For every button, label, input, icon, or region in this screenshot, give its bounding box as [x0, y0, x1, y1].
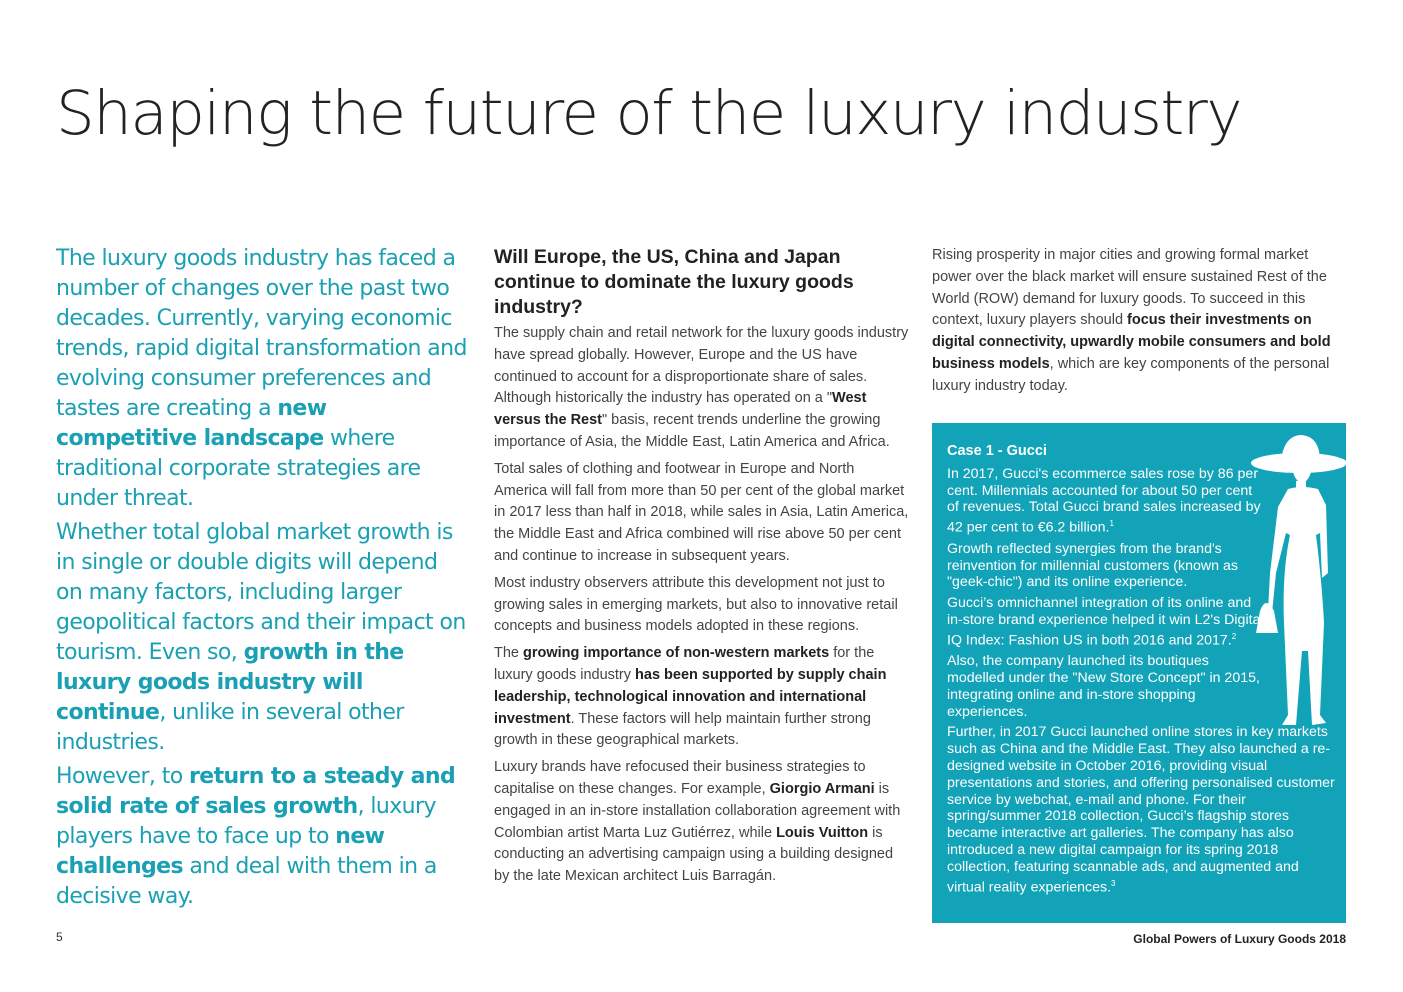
footnote-marker: 3	[1111, 878, 1116, 888]
footnote-marker: 2	[1231, 631, 1237, 641]
intro-paragraph-1: The luxury goods industry has faced a number of changes over the past two decades. Currently, varying economic trends, rapid digital transformation and evolving consumer preferences and tastes are creating a new competitive landscape where traditional corporate strategies are under threat.	[56, 246, 467, 511]
case-study-text	[947, 443, 1337, 900]
publication-title: Global Powers of Luxury Goods 2018	[1133, 932, 1346, 946]
right-paragraph: Rising prosperity in major cities and growing formal market power over the black market will ensure sustained Rest of the World (ROW) demand for luxury goods. To succeed in this context, luxury players should focus their investments on digital connectivity, upwardly mobile consumers and bold business models, which are key components of the personal luxury industry today.	[932, 247, 1331, 394]
page-title: Shaping the future of the luxury industry	[56, 78, 1241, 149]
section-heading: Will Europe, the US, China and Japan continue to dominate the luxury goods industry?	[494, 246, 854, 318]
right-column	[932, 245, 1346, 398]
body-paragraph-2: Total sales of clothing and footwear in Europe and North America will fall from more than 50 per cent of the global market in 2017 less than half in 2018, while sales in Asia, Latin America, the Middle East and Africa combined will rise above 50 per cent and continue to increase in subsequent years.	[494, 460, 909, 564]
case-paragraph-3: Gucci’s omnichannel integration of its online and in-store brand experience helped it win L2's Digital IQ Index: Fashion US in both 2016 and 2017.$^2$	[947, 595, 1264, 649]
body-paragraph-3: Most industry observers attribute this development not just to growing sales in emerging markets, but also to innovative retail concepts and business models adopted in these regions.	[494, 574, 898, 635]
case-paragraph-4: Also, the company launched its boutiques modelled under the "New Store Concept" in 2015, integrating online and in-store shopping experiences.	[947, 653, 1260, 720]
intro-highlight: return to a steady and solid rate of sales growth	[56, 764, 456, 819]
case-paragraph-1: In 2017, Gucci's ecommerce sales rose by 86 per cent. Millennials accounted for about 50 per cent of revenues. Total Gucci brand sales increased by 42 per cent to €6.2 billion.$^1$	[947, 465, 1261, 536]
intro-highlight: new competitive landscape	[56, 396, 327, 451]
body-paragraph-1: The supply chain and retail network for the luxury goods industry have spread globally. However, Europe and the US have continued to account for a disproportionate share of sales. Although historically the industry has operated on a "West versus the Rest" basis, recent trends underline the growing importance of Asia, the Middle East, Latin America and Africa.	[494, 325, 909, 450]
case-paragraph-2: Growth reflected synergies from the brand's reinvention for millennial customers (known as "geek-chic") and its online experience.	[947, 540, 1238, 591]
intro-paragraph-2: Whether total global market growth is in single or double digits will depend on many factors, including larger geopolitical factors and their impact on tourism. Even so, growth in the luxury goods industry will continue, unlike in several other industries.	[56, 520, 466, 755]
body-paragraph-5: Luxury brands have refocused their business strategies to capitalise on these changes. For example, Giorgio Armani is engaged in an in-store installation collaboration agreement with Colombian artist Marta Luz Gutiérrez, while Louis Vuitton is conducting an advertising campaign using a building designed by the late Mexican architect Luis Barragán.	[494, 759, 901, 885]
body-paragraph-4: The growing importance of non-western markets for the luxury goods industry has been supported by supply chain leadership, technological innovation and international investment. These factors will help maintain further strong growth in these geographical markets.	[494, 645, 887, 749]
footnote-marker: 1	[1109, 519, 1114, 529]
case-study-box	[932, 423, 1346, 923]
intro-paragraph-3: However, to return to a steady and solid rate of sales growth, luxury players have to face up to new challenges and deal with them in a decisive way.	[56, 764, 456, 909]
case-study-title: Case 1 - Gucci	[947, 443, 1047, 459]
page-number: 5	[56, 930, 63, 944]
intro-highlight: growth in the luxury goods industry will continue	[56, 640, 404, 725]
intro-column	[56, 244, 468, 916]
case-paragraph-5: Further, in 2017 Gucci launched online stores in key markets such as China and the Middle East. They also launched a re-designed website in October 2016, providing visual presentations and stories, and offering personalised customer service by webchat, e-mail and phone. For their spring/summer 2018 collection, Gucci’s flagship stores became interactive art galleries. The company has also introduced a new digital campaign for its spring 2018 collection, featuring scannable ads, and augmented and virtual reality experiences.$^3$	[947, 724, 1335, 896]
intro-highlight: new challenges	[56, 824, 385, 879]
middle-column	[494, 245, 910, 893]
